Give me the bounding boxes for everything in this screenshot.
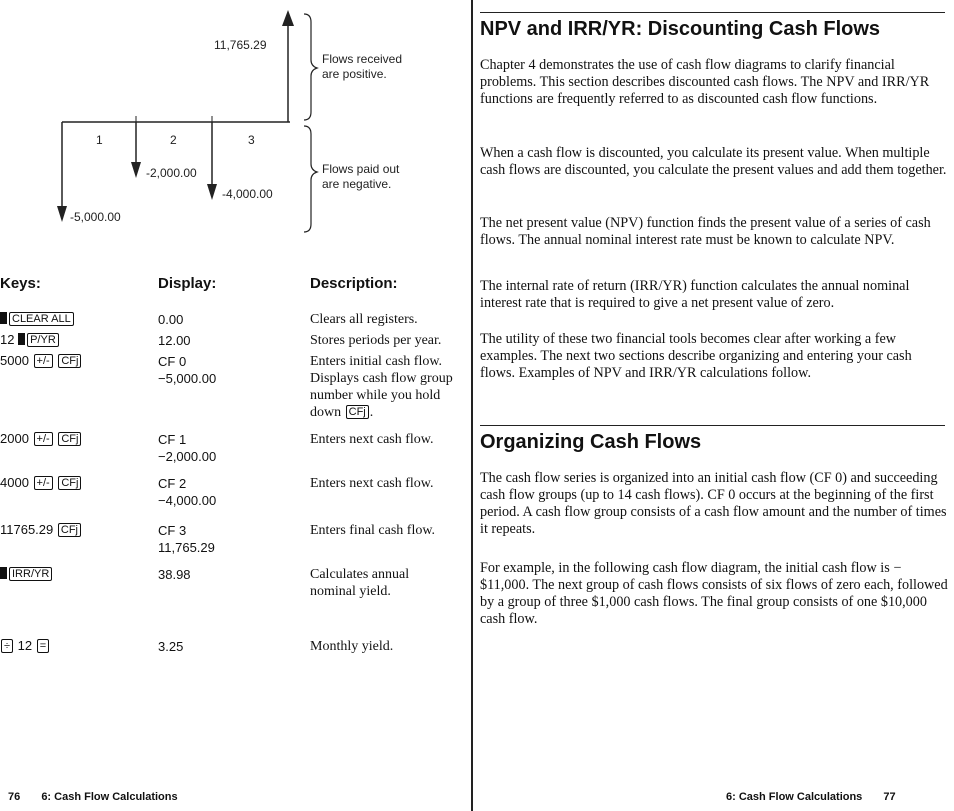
paragraph-3: The net present value (NPV) function finds the present value of a series of cash flows. The annual nominal interest rate must be known to calculate NPV. xyxy=(480,215,931,248)
footer-title-right: 6: Cash Flow Calculations xyxy=(726,791,863,803)
key-box: CFj xyxy=(58,354,81,368)
inflow-value: 11,765.29 xyxy=(214,38,267,52)
paragraph-4: The internal rate of return (IRR/YR) function calculates the annual nominal interest rate that is required to give a net present value of zero. xyxy=(480,278,910,311)
diagram-svg xyxy=(0,0,470,240)
table-row-7-display: 3.25 xyxy=(158,639,184,654)
received-label-line1: Flows received xyxy=(322,52,403,66)
table-row-7-desc: Monthly yield. xyxy=(310,639,394,654)
period-label-1: 1 xyxy=(96,133,103,147)
table-row-2-desc: Enters initial cash flow. Displays cash flow group number while you hold down CFj . xyxy=(310,354,453,420)
shift-key-icon xyxy=(18,333,25,345)
outflow-value-0: -5,000.00 xyxy=(70,210,121,224)
paid-label-line2: are negative. xyxy=(322,177,392,191)
footer-left xyxy=(8,791,178,803)
paragraph-7: For example, in the following cash flow diagram, the initial cash flow is −$11,000. The next group of cash flows consists of six flows of zero each, followed by a group of three $1,000 cash flows. The final group consists of one $10,000 cash flow. xyxy=(480,560,948,627)
header-description: Description: xyxy=(310,275,398,292)
period-label-3: 3 xyxy=(248,133,255,147)
table-row-3-display: CF 1 −2,000.00 xyxy=(158,432,217,464)
key-box: CFj xyxy=(58,432,81,446)
key-box: ÷ xyxy=(1,639,13,653)
table-row-1-display: 12.00 xyxy=(158,333,191,348)
key-box: +/- xyxy=(34,432,53,446)
received-brace xyxy=(304,14,317,120)
period-label-2: 2 xyxy=(170,133,177,147)
table-row-5-display: CF 3 11,765.29 xyxy=(158,523,215,555)
key-box: P/YR xyxy=(27,333,59,347)
table-row-2-keys: 5000 +/- CFj xyxy=(0,353,82,368)
table-row-6-desc: Calculates annual nominal yield. xyxy=(310,567,410,599)
key-box: = xyxy=(37,639,49,653)
paid-label-line1: Flows paid out xyxy=(322,162,400,176)
footer-title-left: 6: Cash Flow Calculations xyxy=(41,791,178,803)
header-display: Display: xyxy=(158,275,217,292)
paragraph-2: When a cash flow is discounted, you calculate its present value. When multiple cash flows are discounted, you calculate the present values and add them together. xyxy=(480,145,947,178)
key-box: IRR/YR xyxy=(9,567,52,581)
table-row-5-desc: Enters final cash flow. xyxy=(310,523,436,538)
table-row-2-display: CF 0 −5,000.00 xyxy=(158,354,217,386)
table-row-5-keys: 11765.29 CFj xyxy=(0,522,82,537)
table-row-3-desc: Enters next cash flow. xyxy=(310,432,434,447)
key-box: +/- xyxy=(34,476,53,490)
section-rule-1 xyxy=(480,12,945,13)
section-rule-2 xyxy=(480,425,945,426)
table-row-0-desc: Clears all registers. xyxy=(310,312,418,327)
paragraph-5: The utility of these two financial tools becomes clear after working a few examples. The next two sections describe organizing and entering your cash flows. Examples of NPV and IRR/YR calculations follow. xyxy=(480,331,912,381)
footer-right xyxy=(726,791,896,803)
shift-key-icon xyxy=(0,312,7,324)
table-row-3-keys: 2000 +/- CFj xyxy=(0,431,82,446)
table-row-1-keys: 12 P/YR xyxy=(0,332,60,347)
table-row-6-keys xyxy=(0,566,53,581)
key-box: CLEAR ALL xyxy=(9,312,74,326)
received-label-line2: are positive. xyxy=(322,67,387,81)
section-heading-npv-irr: NPV and IRR/YR: Discounting Cash Flows xyxy=(480,18,881,40)
table-row-0-display: 0.00 xyxy=(158,312,184,327)
table-row-1-desc: Stores periods per year. xyxy=(310,333,442,348)
page-divider xyxy=(471,0,473,811)
cash-flow-diagram xyxy=(0,0,470,240)
section-heading-organizing: Organizing Cash Flows xyxy=(480,431,702,453)
key-box: CFj xyxy=(58,523,81,537)
paragraph-6: The cash flow series is organized into an initial cash flow (CF 0) and succeeding cash flow groups (up to 14 cash flows). CF 0 occurs at the beginning of the first period. A cash flow group consists of a cash flow amount and the number of times it repeats. xyxy=(480,470,947,537)
key-box: CFj xyxy=(58,476,81,490)
key-box: +/- xyxy=(34,354,53,368)
table-row-4-desc: Enters next cash flow. xyxy=(310,476,434,491)
paid-brace xyxy=(304,126,317,232)
outflow-value-1: -2,000.00 xyxy=(146,166,197,180)
table-row-4-keys: 4000 +/- CFj xyxy=(0,475,82,490)
outflow-value-2: -4,000.00 xyxy=(222,187,273,201)
header-keys: Keys: xyxy=(0,275,41,292)
table-row-0-keys xyxy=(0,311,75,326)
page-number-right: 77 xyxy=(883,791,896,803)
paragraph-1: Chapter 4 demonstrates the use of cash flow diagrams to clarify financial problems. This section describes discounted cash flows. The NPV and IRR/YR functions are frequently referred to as discounted cash flow functions. xyxy=(480,57,930,107)
page-number-left: 76 xyxy=(8,791,21,803)
shift-key-icon xyxy=(0,567,7,579)
key-box: CFj xyxy=(346,405,369,419)
table-row-7-keys: ÷ 12 = xyxy=(0,638,50,653)
keystroke-table xyxy=(0,275,470,599)
table-row-6-display: 38.98 xyxy=(158,567,191,582)
table-row-4-display: CF 2 −4,000.00 xyxy=(158,476,217,508)
